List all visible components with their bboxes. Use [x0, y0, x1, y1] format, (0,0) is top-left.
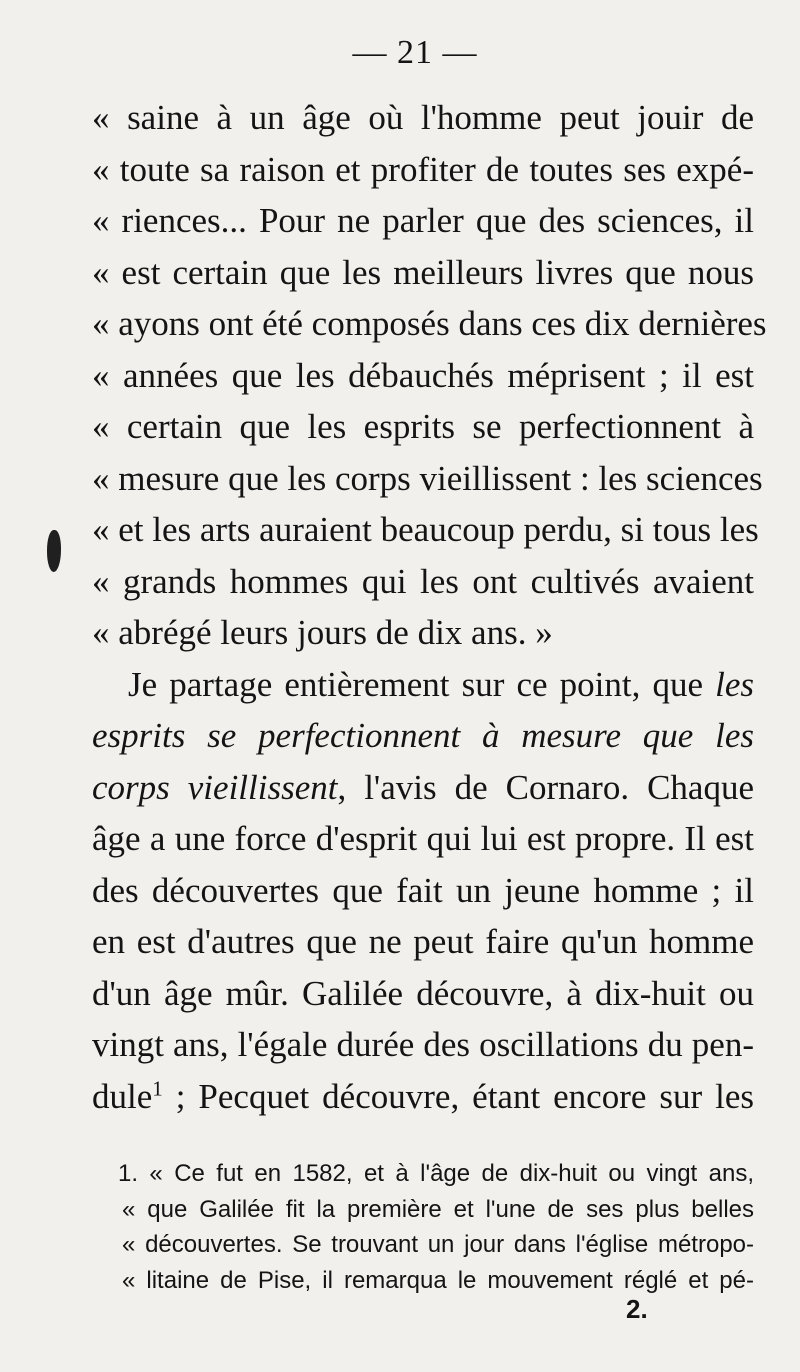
- footnote-line: « que Galilée fit la première et l'une de ses plus belles: [122, 1195, 754, 1223]
- text-span: Je partage entièrement sur ce point, que: [128, 664, 716, 704]
- paragraph-line: [92, 762, 754, 814]
- paragraph-line: [92, 1071, 754, 1123]
- text-line: en est d'autres que ne peut faire qu'un homme: [92, 922, 754, 961]
- text-line: « est certain que les meilleurs livres que nous: [92, 252, 754, 292]
- text-span: dule: [92, 1076, 153, 1116]
- text-line: « ayons ont été composés dans ces dix dernières: [92, 304, 767, 343]
- text-span: , l'avis de Cornaro. Chaque: [337, 767, 754, 807]
- text-line: des découvertes que fait un jeune homme ; il: [92, 870, 754, 910]
- footnote-line: 1. « Ce fut en 1582, et à l'âge de dix-huit ou vingt ans,: [118, 1160, 754, 1187]
- footnotes: [118, 1156, 754, 1298]
- main-text: [92, 92, 767, 1122]
- text-line: « grands hommes qui les ont cultivés avaient: [92, 561, 754, 601]
- text-line: « abrégé leurs jours de dix ans. »: [92, 613, 553, 652]
- footnote-ref: 1: [152, 1075, 163, 1100]
- text-span: ; Pecquet découvre, étant encore sur les: [162, 1076, 754, 1116]
- footnote-line: « découvertes. Se trouvant un jour dans l'église métropo-: [122, 1231, 754, 1258]
- text-line: « années que les débauchés méprisent ; il est: [92, 355, 754, 395]
- text-line: « mesure que les corps vieillissent : les sciences: [92, 458, 763, 498]
- italic-line: esprits se perfectionnent à mesure que les: [92, 716, 754, 755]
- text-line: d'un âge mûr. Galilée découvre, à dix-huit ou: [92, 973, 754, 1013]
- ink-blot-mark: [47, 530, 61, 572]
- text-line: vingt ans, l'égale durée des oscillations du pen-: [92, 1025, 754, 1064]
- italic-text: les: [715, 664, 754, 704]
- text-line: « toute sa raison et profiter de toutes ses expé-: [92, 149, 754, 189]
- italic-text: corps vieillissent: [92, 767, 338, 807]
- text-line: âge a une force d'esprit qui lui est propre. Il est: [92, 819, 754, 858]
- footnote-line: « litaine de Pise, il remarqua le mouvement réglé et pé-: [122, 1266, 754, 1294]
- text-line: « et les arts auraient beaucoup perdu, si tous les: [92, 510, 759, 549]
- text-line: « certain que les esprits se perfectionnent à: [92, 407, 754, 446]
- text-line: « saine à un âge où l'homme peut jouir de: [92, 98, 754, 137]
- page-number: — 21 —: [352, 34, 478, 71]
- text-line: « riences... Pour ne parler que des sciences, il: [92, 201, 754, 240]
- paragraph-line: [92, 659, 754, 711]
- signature-mark: 2.: [626, 1294, 648, 1324]
